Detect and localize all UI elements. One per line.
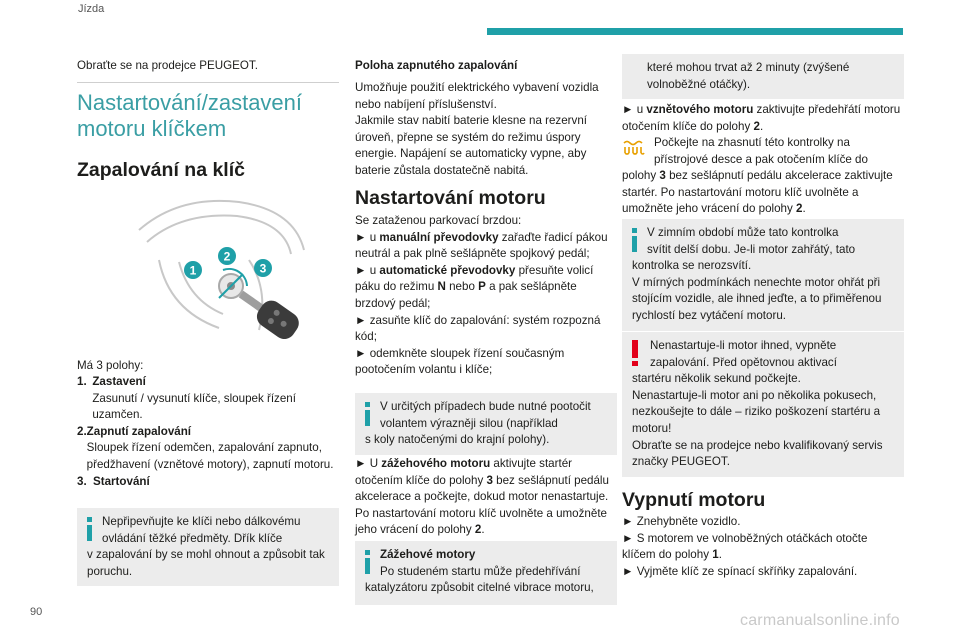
ignition-on-text-2: Jakmile stav nabití baterie klesne na rezervní úroveň, přepne se systém do režimu úspory energie. Napájení se automaticky vypne, aby baterie zůstala dostatečně nabitá. [355, 114, 587, 177]
start-steps [355, 213, 617, 379]
warning-box: Nenastartuje-li motor ihned, vypněte zapalování. Před opětovnou aktivací startéru několik sekund počkejte. Nenastartuje-li motor ani po několika pokusech, nezkoušejte to dále – riziko poškození startéru a motoru! Obraťte se na prodejce nebo kvalifikovaný servis značky PEUGEOT. [622, 332, 904, 477]
intro-text: Obraťte se na prodejce PEUGEOT. [77, 59, 258, 72]
info-box: V určitých případech bude nutné pootočit volantem výrazněji silou (například s koly natočenými do krajní polohy). [355, 393, 617, 455]
step-text: ► Vyjměte klíč ze spínací skříňky zapalování. [622, 564, 858, 578]
page-number: 90 [30, 606, 43, 618]
info-rest: V mírných podmínkách nenechte motor ohřát při stojícím vozidle, ale ihned jeďte, a to přiměřenou rychlostí bez vytáčení motoru. [632, 275, 882, 322]
step-text: ► odemkněte sloupek řízení současným pootočením volantu i klíče; [355, 346, 565, 377]
positions-intro: Má 3 polohy: [77, 359, 144, 372]
info-icon [632, 228, 637, 258]
step-text: ► zasuňte klíč do zapalování: systém rozpozná kód; [355, 313, 601, 344]
petrol-start-text: ► U zážehového motoru aktivujte startér otočením klíče do polohy 3 bez sešlápnutí pedálu akcelerace a počkejte, dokud motor nenastartuje. Po nastartování motoru klíč uvolněte a umožněte jeho vrácení do polohy 2. [355, 457, 609, 537]
info-rest: s koly natočenými do krajní polohy). [365, 433, 550, 447]
start-engine-heading: Nastartování motoru [355, 187, 546, 209]
stop-engine-heading: Vypnutí motoru [622, 489, 766, 511]
warning-rest: startéru několik sekund počkejte. [632, 372, 801, 386]
ignition-on-text: Umožňuje použití elektrického vybavení vozidla nebo nabíjení příslušenství. [355, 81, 599, 111]
info-box: Zážehové motory Po studeném startu může předehřívání katalyzátoru způsobit citelné vibrace motoru, [355, 541, 617, 605]
position-marker-1 [184, 261, 202, 279]
header-accent-bar [487, 28, 903, 35]
position-marker-2 [218, 247, 236, 265]
info-line: Nepřipevňujte ke klíči nebo dálkovému [102, 515, 301, 528]
step-text: ► S motorem ve volnoběžných otáčkách otočte klíčem do polohy 1. [622, 531, 868, 562]
glow-plug-block: Počkejte na zhasnutí této kontrolky na přístrojové desce a pak otočením klíče do polohy 3 bez sešlápnutí pedálu akcelerace zaktivujte startér. Po nastartování motoru klíč uvolněte a umožněte jeho vrácení do polohy 2. [622, 135, 904, 218]
step-text: ► Znehybněte vozidlo. [622, 515, 741, 528]
diesel-text: ► u vznětového motoru zaktivujte předehřátí motoru otočením klíče do polohy 2. [622, 103, 901, 133]
info-box-continued [622, 54, 904, 99]
section-title-line2: motoru klíčkem [77, 116, 227, 141]
section-title [77, 90, 339, 142]
info-box [77, 508, 339, 586]
stop-steps [622, 514, 904, 580]
glow-plug-text: polohy 3 bez sešlápnutí pedálu akcelerace zaktivujte startér. Po nastartování motoru klíč uvolněte a umožněte jeho vrácení do polohy 2. [622, 169, 893, 216]
step-text: ► u manuální převodovky zařaďte řadicí pákou neutrál a pak plně sešlápněte spojkový pedál; [355, 230, 608, 261]
glow-plug-warning-icon [622, 139, 646, 157]
section-title-line1: Nastartování/zastavení [77, 90, 303, 115]
list-number: 3. [77, 474, 87, 488]
ignition-on-heading: Poloha zapnutého zapalování [355, 59, 518, 72]
step-text: Se zataženou parkovací brzdou: [355, 214, 522, 227]
list-title: Startování [93, 474, 150, 488]
list-number: 1. [77, 375, 87, 388]
info-icon [365, 402, 370, 432]
info-box: V zimním období může tato kontrolka svítit delší dobu. Je-li motor zahřátý, tato kontrolka se nerozsvítí. V mírných podmínkách nenechte motor ohřát při stojícím vozidle, ale ihned jeďte, a to přiměřenou rychlostí bez vytáčení motoru. [622, 219, 904, 331]
info-icon [87, 517, 92, 547]
info-rest: které mohou trvat až 2 minuty (zvýšené volnoběžné otáčky). [647, 61, 850, 91]
warning-rest: Obraťte se na prodejce nebo kvalifikovaný servis značky PEUGEOT. [632, 438, 883, 469]
list-number: 2. [77, 424, 87, 438]
list-title: Zapnutí zapalování [86, 424, 192, 438]
svg-text:3: 3 [259, 261, 267, 276]
watermark: carmanualsonline.info [740, 612, 900, 629]
warning-rest: Nenastartuje-li motor ani po několika pokusech, nezkoušejte to dále – riziko poškození startéru a motoru! [632, 388, 881, 435]
running-header: Jízda [78, 3, 105, 15]
info-rest: kontrolka se nerozsvítí. [632, 259, 752, 273]
info-line: ovládání těžké předměty. Dřík klíče [102, 531, 283, 545]
position-marker-3 [254, 259, 272, 277]
list-text: Sloupek řízení odemčen, zapalování zapnuto, předžhavení (vznětové motory), zapnutí motoru. [86, 441, 334, 471]
info-icon [365, 550, 370, 580]
list-text: Zasunutí / vysunutí klíče, sloupek řízení uzamčen. [92, 391, 296, 422]
subsection-title: Zapalování na klíč [77, 159, 245, 181]
list-title: Zastavení [92, 375, 146, 388]
divider [77, 82, 339, 83]
list-item [77, 374, 339, 424]
warning-exclamation-icon [632, 340, 638, 371]
info-rest: katalyzátoru způsobit citelné vibrace motoru, [365, 581, 594, 595]
positions-list [77, 374, 339, 490]
list-item [77, 474, 339, 491]
list-item [77, 424, 339, 474]
step-text: ► u automatické převodovky přesuňte volicí páku do režimu N nebo P a pak sešlápněte brzdový pedál; [355, 263, 594, 310]
svg-text:2: 2 [223, 249, 231, 264]
svg-text:1: 1 [189, 263, 197, 278]
ignition-key-illustration [119, 190, 319, 340]
info-rest: v zapalování by se mohl ohnout a způsobit tak poruchu. [87, 548, 325, 578]
